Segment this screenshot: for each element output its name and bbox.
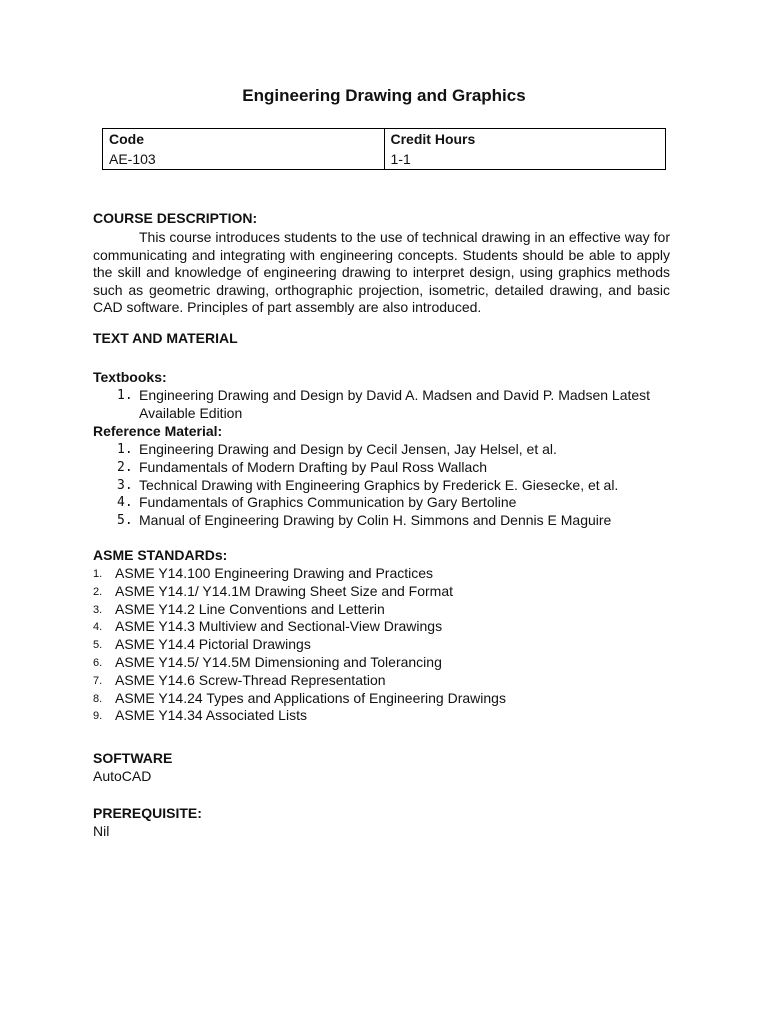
course-info-table	[102, 128, 666, 170]
prerequisite-heading: PREREQUISITE:	[93, 805, 202, 821]
course-description-text	[93, 229, 670, 317]
list-item-number: 7.	[93, 674, 103, 687]
list-item-text: ASME Y14.34 Associated Lists	[115, 707, 307, 724]
list-item-number: 4.	[93, 621, 103, 634]
asme-standards-heading: ASME STANDARDs:	[93, 547, 228, 563]
list-item-number: 8.	[93, 692, 103, 705]
list-item-number: 9.	[93, 710, 103, 723]
asme-standards-list	[93, 565, 675, 725]
credit-hours-value: 1-1	[390, 151, 411, 167]
prerequisite-value: Nil	[93, 823, 110, 839]
list-item	[93, 707, 675, 725]
list-item-number: 1.	[93, 568, 103, 580]
list-item	[93, 618, 675, 636]
list-item	[93, 653, 675, 672]
code-value: AE-103	[109, 151, 156, 167]
list-item	[93, 636, 675, 654]
list-item-text: ASME Y14.24 Types and Applications of Engineering Drawings	[115, 689, 506, 706]
list-item-text: ASME Y14.3 Multiview and Sectional-View Drawings	[115, 618, 443, 635]
textbook-line-2: Available Edition	[139, 404, 243, 421]
reference-material-heading: Reference Material:	[93, 423, 223, 439]
list-item	[117, 512, 679, 530]
list-item-number: 1.	[117, 388, 133, 403]
list-item-number: 6.	[93, 656, 103, 669]
list-item-number: 3.	[93, 603, 103, 616]
list-item	[93, 689, 675, 708]
list-item-number: 5.	[117, 513, 133, 529]
reference-list	[117, 441, 679, 530]
text-and-material-heading: TEXT AND MATERIAL	[93, 330, 238, 346]
list-item-text: ASME Y14.2 Line Conventions and Letterin	[115, 600, 385, 617]
credit-hours-cell	[384, 129, 666, 170]
list-item-text: Technical Drawing with Engineering Graphics by Frederick E. Giesecke, et al.	[139, 476, 619, 493]
textbook-line-1: Engineering Drawing and Design by David A. Madsen and David P. Madsen Latest	[139, 387, 651, 403]
list-item	[93, 600, 675, 619]
list-item	[117, 441, 679, 459]
list-item-number: 1.	[117, 442, 133, 457]
list-item-text: ASME Y14.6 Screw-Thread Representation	[115, 671, 386, 688]
software-value: AutoCAD	[93, 768, 152, 784]
list-item	[93, 671, 675, 690]
list-item	[93, 565, 675, 583]
list-item-number: 2.	[117, 459, 133, 475]
list-item	[117, 387, 679, 423]
list-item	[117, 494, 679, 512]
list-item-number: 4.	[117, 495, 133, 511]
code-cell	[103, 129, 385, 170]
credit-hours-label: Credit Hours	[390, 131, 476, 147]
list-item-text: Fundamentals of Modern Drafting by Paul Ross Wallach	[139, 458, 488, 475]
list-item-text: ASME Y14.1/ Y14.1M Drawing Sheet Size and Format	[115, 582, 453, 599]
list-item-text: Manual of Engineering Drawing by Colin H. Simmons and Dennis E Maguire	[139, 512, 612, 529]
list-item-text: ASME Y14.5/ Y14.5M Dimensioning and Tolerancing	[115, 653, 442, 670]
software-heading: SOFTWARE	[93, 750, 173, 766]
textbooks-heading: Textbooks:	[93, 369, 167, 385]
list-item-text: ASME Y14.100 Engineering Drawing and Practices	[115, 565, 434, 581]
course-description-heading: COURSE DESCRIPTION:	[93, 210, 258, 226]
list-item	[117, 476, 679, 495]
list-item-text: ASME Y14.4 Pictorial Drawings	[115, 636, 311, 653]
list-item	[93, 582, 675, 601]
page-title: Engineering Drawing and Graphics	[242, 86, 526, 105]
course-description-body: This course introduces students to the use of technical drawing in an effective way for communicating and integrating with engineering concepts. Students should be able to apply the skill and knowledge of engineering drawing to interpret design, using graphics methods such as geometric drawing, orthographic projection, isometric, detailed drawing, and basic CAD software. Principles of part assembly are also introduced.	[93, 229, 670, 316]
list-item-text: Engineering Drawing and Design by Cecil Jensen, Jay Helsel, et al.	[139, 441, 557, 457]
list-item	[117, 458, 679, 477]
list-item-number: 2.	[93, 585, 103, 598]
textbooks-list	[117, 387, 679, 423]
list-item-text: Fundamentals of Graphics Communication by Gary Bertoline	[139, 494, 517, 511]
list-item-number: 3.	[117, 477, 133, 493]
code-label: Code	[109, 131, 144, 147]
list-item-number: 5.	[93, 639, 103, 652]
